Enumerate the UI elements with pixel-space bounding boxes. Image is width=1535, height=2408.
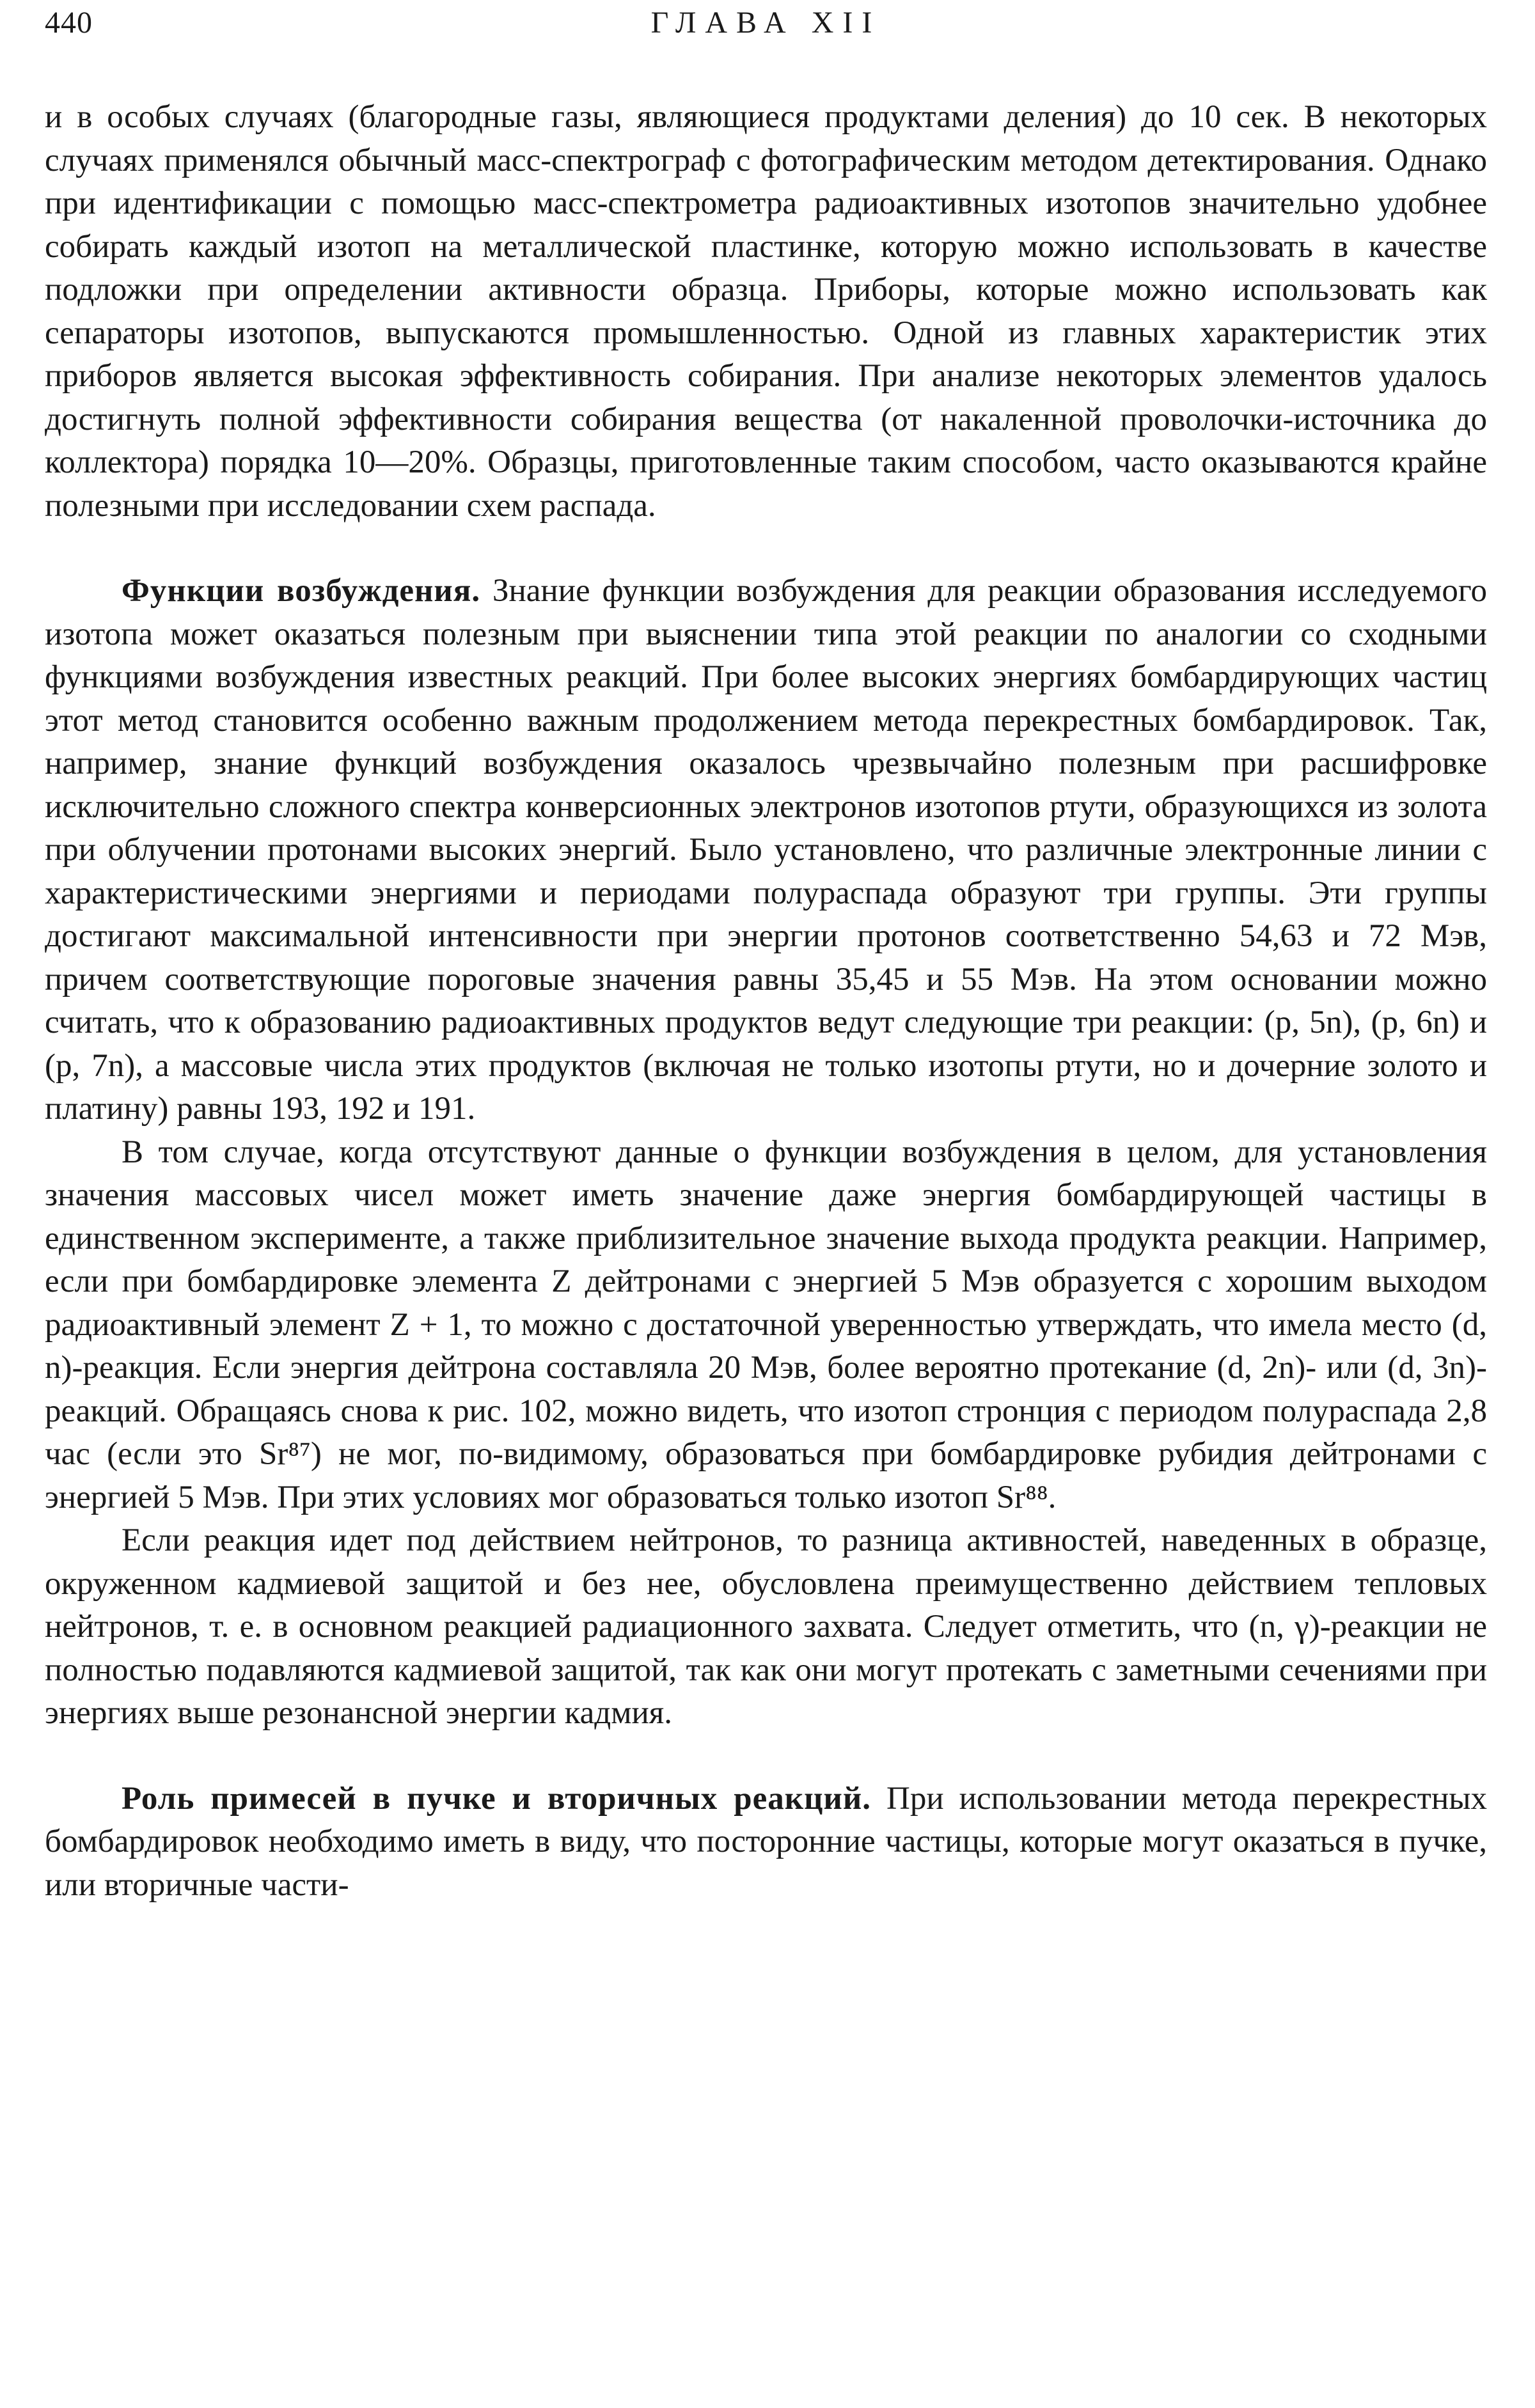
paragraph-excitation-functions <box>45 570 1487 1131</box>
chapter-title: ГЛАВА XII <box>650 6 881 40</box>
paragraph-isotope-collection: и в особых случаях (благородные газы, являющиеся продуктами деления) до 10 сек. В некоторых случаях применялся обычный масс-спектрограф с фотографическим методом детектирования. Однако при идентификации с помощью масс-спектрометра радиоактивных изотопов значительно удобнее собирать каждый изотоп на металлической пластинке, которую можно использовать в качестве подложки при определении активности образца. Приборы, которые можно использовать как сепараторы изотопов, выпускаются промышленностью. Одной из главных характеристик этих приборов является высокая эффективность собирания. При анализе некоторых элементов удалось достигнуть полной эффективности собирания вещества (от накаленной проволочки-источника до коллектора) порядка 10—20%. Образцы, приготовленные таким способом, часто оказываются крайне полезными при исследовании схем распада. <box>45 99 1487 524</box>
paragraph-mass-number-estimation: В том случае, когда отсутствуют данные о функции возбуждения в целом, для установления значения массовых чисел может иметь значение даже энергия бомбардирующей частицы в единственном эксперименте, а также приблизительное значение выхода продукта реакции. Например, если при бомбардировке элемента Z дейтронами с энергией 5 Мэв образуется с хорошим выходом радиоактивный элемент Z + 1, то можно с достаточной уверенностью утверждать, что имела место (d, n)-реакция. Если энергия дейтрона составляла 20 Мэв, более вероятно протекание (d, 2n)- или (d, 3n)-реакций. Обращаясь снова к рис. 102, можно видеть, что изотоп стронция с периодом полураспада 2,8 час (если это Sr⁸⁷) не мог, по-видимому, образоваться при бомбардировке рубидия дейтронами с энергией 5 Мэв. При этих условиях мог образоваться только изотоп Sr⁸⁸. <box>45 1134 1487 1515</box>
book-page <box>45 0 1487 2408</box>
paragraph-neutron-reactions: Если реакция идет под действием нейтронов, то разница активностей, наведенных в образце, окруженном кадмиевой защитой и без нее, обусловлена преимущественно действием тепловых нейтронов, т. е. в основном реакцией радиационного захвата. Следует отметить, что (n, γ)-реакции не полностью подавляются кадмиевой защитой, так как они могут протекать с заметными сечениями при энергиях выше резонансной энергии кадмия. <box>45 1522 1487 1731</box>
page-number: 440 <box>45 6 93 40</box>
paragraph-beam-impurities <box>45 1778 1487 1907</box>
running-header <box>45 0 1487 70</box>
paragraph-text: При использовании метода перекрестных бомбардировок необходимо иметь в виду, что посторонние частицы, которые могут оказаться в пучке, или вторичные части- <box>45 1780 1487 1903</box>
paragraph-text: Знание функции возбуждения для реакции образования исследуемого изотопа может оказаться полезным при выяснении типа этой реакции по аналогии со сходными функциями возбуждения известных реакций. При более высоких энергиях бомбардирующих частиц этот метод становится особенно важным продолжением метода перекрестных бомбардировок. Так, например, знание функций возбуждения оказалось чрезвычайно полезным при расшифровке исключительно сложного спектра конверсионных электронов изотопов ртути, образующихся из золота при облучении протонами высоких энергий. Было установлено, что различные электронные линии с характеристическими энергиями и периодами полураспада образуют три группы. Эти группы достигают максимальной интенсивности при энергии протонов соответственно 54,63 и 72 Мэв, причем соответствующие пороговые значения равны 35,45 и 55 Мэв. На этом основании можно считать, что к образованию радиоактивных продуктов ведут следующие три реакции: (p, 5n), (p, 6n) и (p, 7n), а массовые числа этих продуктов (включая не только изотопы ртути, но и дочерние золото и платину) равны 193, 192 и 191. <box>45 573 1488 1127</box>
section-heading-beam-impurities: Роль примесей в пучке и вторичных реакций. <box>122 1780 872 1817</box>
section-heading-excitation-functions: Функции возбуждения. <box>122 573 481 609</box>
body-text <box>45 96 1487 1907</box>
